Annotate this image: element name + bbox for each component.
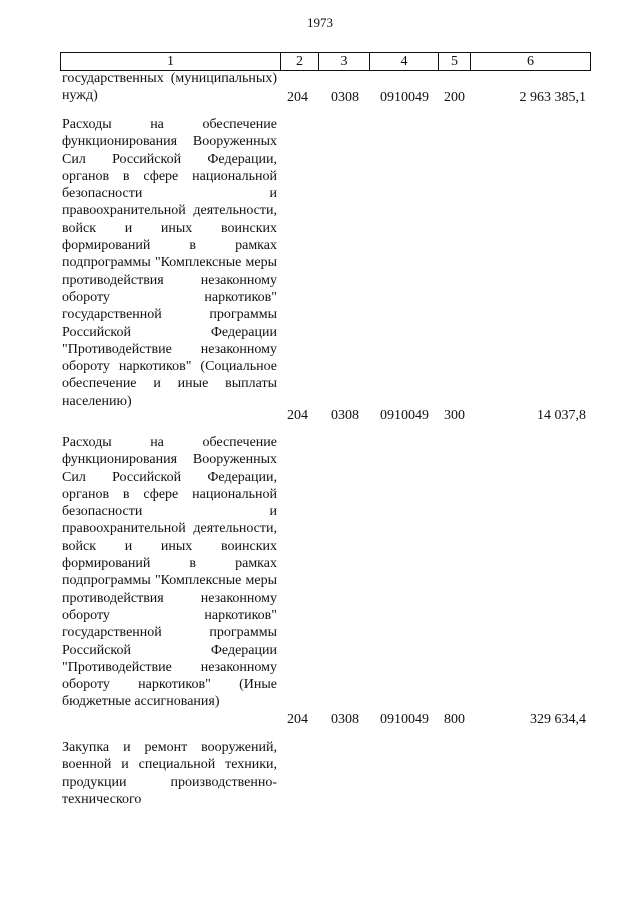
row-col2: 204 <box>287 90 308 105</box>
column-header-1: 1 <box>61 53 281 71</box>
page-number: 1973 <box>307 15 333 30</box>
row-col4: 0910049 <box>380 90 429 105</box>
row-col4: 0910049 <box>380 408 429 423</box>
row-col5: 300 <box>444 408 465 423</box>
row-col6: 2 963 385,1 <box>519 90 586 105</box>
column-header-6: 6 <box>471 53 591 71</box>
row-col3: 0308 <box>331 90 359 105</box>
row-col3: 0308 <box>331 712 359 727</box>
row-col5: 800 <box>444 712 465 727</box>
row-col4: 0910049 <box>380 712 429 727</box>
row-description: Расходы на обеспечение функционирования Вооруженных Сил Российской Федерации, органов в сфере национальной безопасности и правоохранительной деятельности, войск и иных воинских формирований в рамках подпрограммы "Комплексные меры противодействия незаконному обороту наркотиков" государственной программы Российской Федерации "Противодействие незаконному обороту наркотиков" (Социальное обеспечение и иные выплаты населению) <box>62 117 277 409</box>
column-header-2: 2 <box>281 53 319 71</box>
row-col6: 14 037,8 <box>537 408 586 423</box>
row-col3: 0308 <box>331 408 359 423</box>
row-col2: 204 <box>287 408 308 423</box>
row-col6: 329 634,4 <box>530 712 586 727</box>
column-header-5: 5 <box>439 53 471 71</box>
column-header-row <box>61 53 591 71</box>
row-col2: 204 <box>287 712 308 727</box>
row-description: государственных (муниципальных) нужд) <box>62 71 277 104</box>
row-description: Закупка и ремонт вооружений, военной и специальной техники, продукции производственно-технического <box>62 740 277 807</box>
column-header-3: 3 <box>319 53 370 71</box>
column-header-table <box>60 52 591 71</box>
row-description: Расходы на обеспечение функционирования Вооруженных Сил Российской Федерации, органов в сфере национальной безопасности и правоохранительной деятельности, войск и иных воинских формирований в рамках подпрограммы "Комплексные меры противодействия незаконному обороту наркотиков" государственной программы Российской Федерации "Противодействие незаконному обороту наркотиков" (Иные бюджетные ассигнования) <box>62 435 277 710</box>
column-header-4: 4 <box>370 53 439 71</box>
row-col5: 200 <box>444 90 465 105</box>
